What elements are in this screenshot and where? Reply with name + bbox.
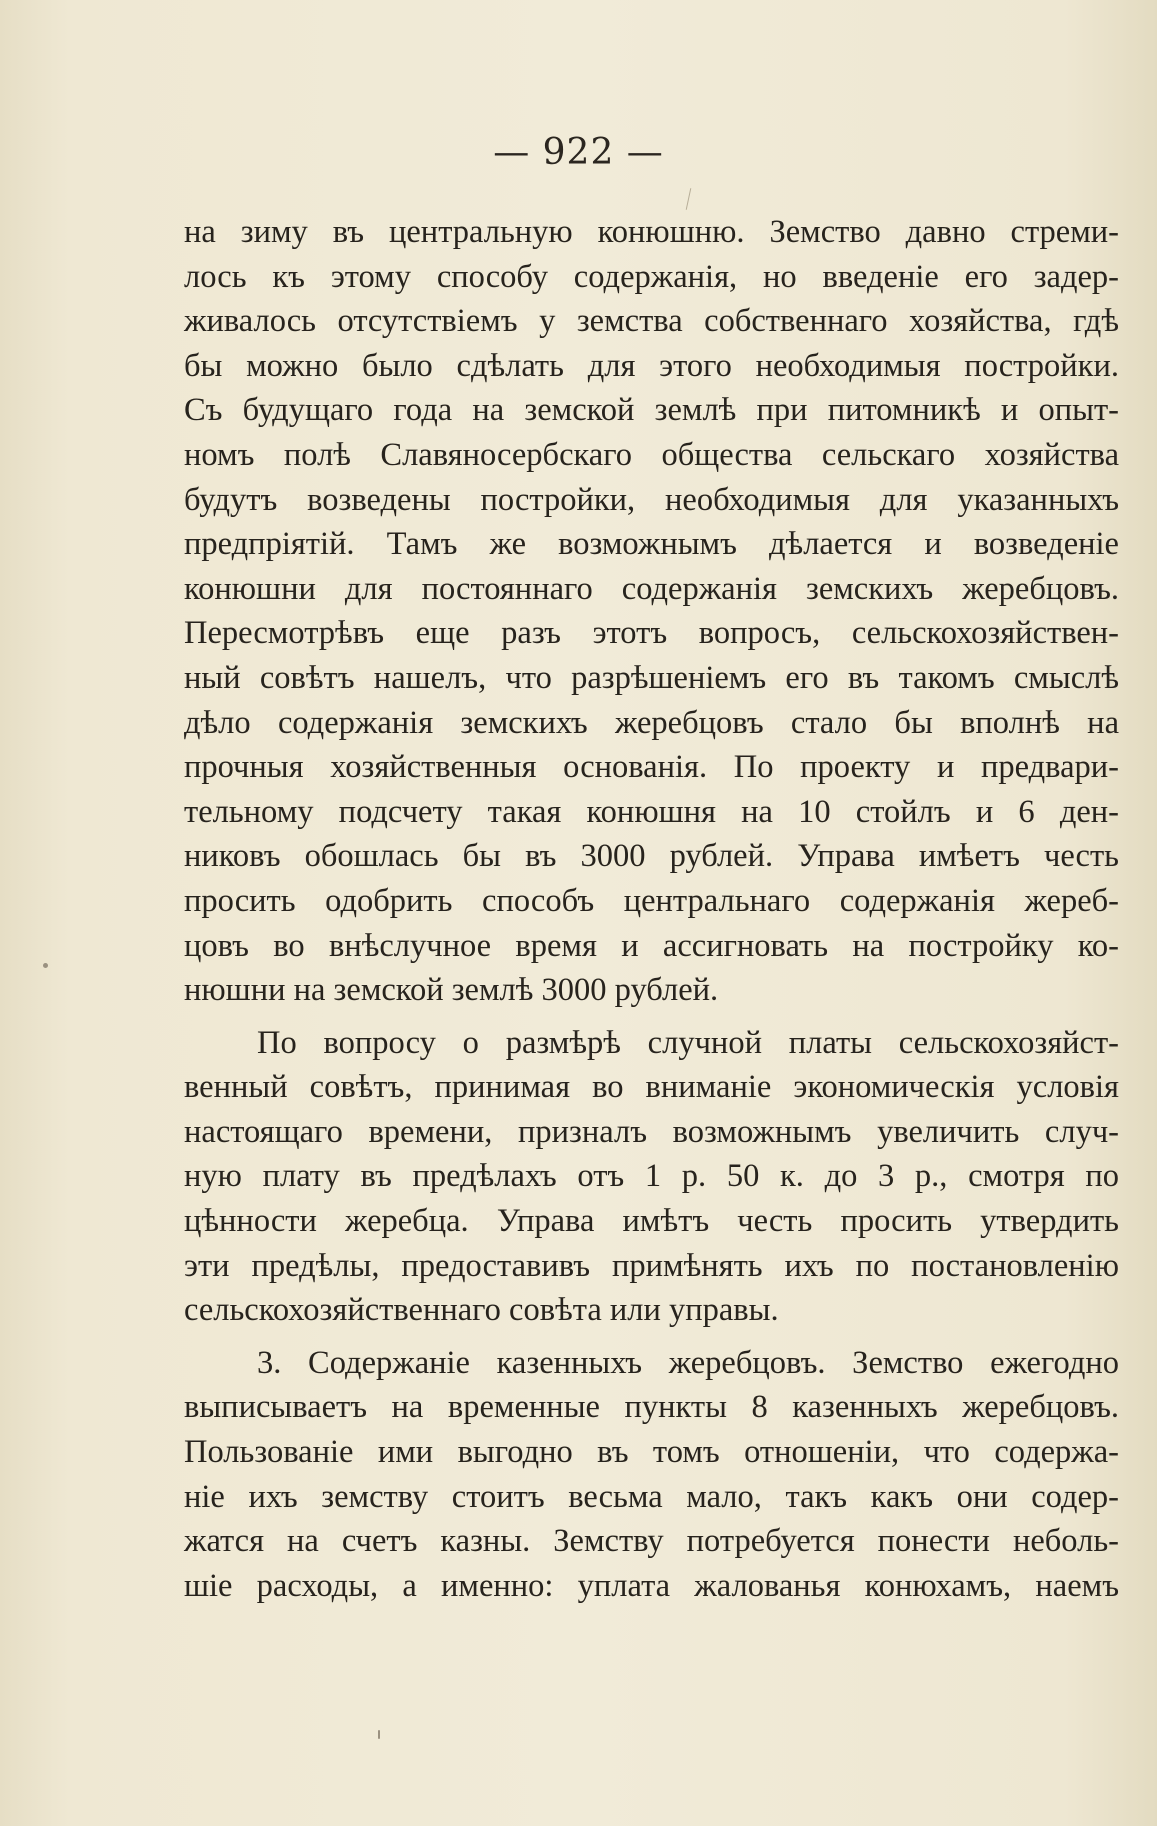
paragraph-gap [184, 1333, 1119, 1341]
text-line: номъ полѣ Славяносербскаго общества сельскаго хозяйства [184, 436, 1119, 473]
text-line: жатся на счетъ казны. Земству потребуется понести неболь- [184, 1523, 1119, 1560]
text-line: настоящаго времени, призналъ возможнымъ увеличить случ- [184, 1113, 1119, 1150]
text-line: лось къ этому способу содержанія, но введеніе его задер- [184, 258, 1119, 295]
text-line: просить одобрить способъ центральнаго содержанія жереб- [184, 882, 1119, 919]
text-line: сельскохозяйственнаго совѣта или управы. [184, 1292, 779, 1329]
text-line: конюшни для постояннаго содержанія земскихъ жеребцовъ. [184, 570, 1119, 607]
text-line: По вопросу о размѣрѣ случной платы сельскохозяйст- [257, 1024, 1119, 1061]
paragraph-gap [184, 1013, 1119, 1021]
text-line: ный совѣтъ нашелъ, что разрѣшеніемъ его въ такомъ смыслѣ [184, 659, 1119, 696]
text-line: цовъ во внѣслучное время и ассигновать на постройку ко- [184, 927, 1119, 964]
text-line: живалось отсутствіемъ у земства собственнаго хозяйства, гдѣ [184, 303, 1119, 340]
paper-mark [686, 188, 692, 210]
text-line: ную плату въ предѣлахъ отъ 1 р. 50 к. до 3 р., смотря по [184, 1158, 1119, 1195]
text-line: предпріятій. Тамъ же возможнымъ дѣлается и возведеніе [184, 526, 1119, 563]
text-line: тельному подсчету такая конюшня на 10 стойлъ и 6 ден- [184, 793, 1119, 830]
text-line: нюшни на земской землѣ 3000 рублей. [184, 972, 719, 1009]
paper-speck [43, 963, 48, 968]
text-line: бы можно было сдѣлать для этого необходимыя постройки. [184, 347, 1119, 384]
paper-speck [378, 1730, 380, 1739]
text-line: прочныя хозяйственныя основанія. По проекту и предвари- [184, 749, 1119, 786]
text-line: Съ будущаго года на земской землѣ при питомникѣ и опыт- [184, 392, 1119, 429]
text-line: цѣнности жеребца. Управа имѣтъ честь просить утвердить [184, 1203, 1119, 1240]
text-line: Пересмотрѣвъ еще разъ этотъ вопросъ, сельскохозяйствен- [184, 615, 1119, 652]
page-number: — 922 — [493, 132, 664, 173]
text-line: 3. Содержаніе казенныхъ жеребцовъ. Земство ежегодно [257, 1344, 1119, 1381]
text-line: эти предѣлы, предоставивъ примѣнять ихъ по постановленію [184, 1247, 1119, 1284]
text-line: дѣло содержанія земскихъ жеребцовъ стало бы вполнѣ на [184, 704, 1119, 741]
text-line: ніе ихъ земству стоитъ весьма мало, такъ какъ они содер- [184, 1478, 1119, 1515]
text-line: на зиму въ центральную конюшню. Земство давно стреми- [184, 214, 1119, 250]
text-line: Пользованіе ими выгодно въ томъ отношеніи, что содержа- [184, 1434, 1119, 1471]
text-line: шіе расходы, а именно: уплата жалованья конюхамъ, наемъ [184, 1567, 1119, 1604]
body-text [184, 210, 1119, 1608]
text-line: венный совѣтъ, принимая во вниманіе экономическія условія [184, 1069, 1119, 1106]
text-line: будутъ возведены постройки, необходимыя для указанныхъ [184, 481, 1119, 518]
text-line: никовъ обошлась бы въ 3000 рублей. Управа имѣетъ честь [184, 838, 1119, 875]
text-line: выписываетъ на временные пункты 8 казенныхъ жеребцовъ. [184, 1389, 1119, 1426]
